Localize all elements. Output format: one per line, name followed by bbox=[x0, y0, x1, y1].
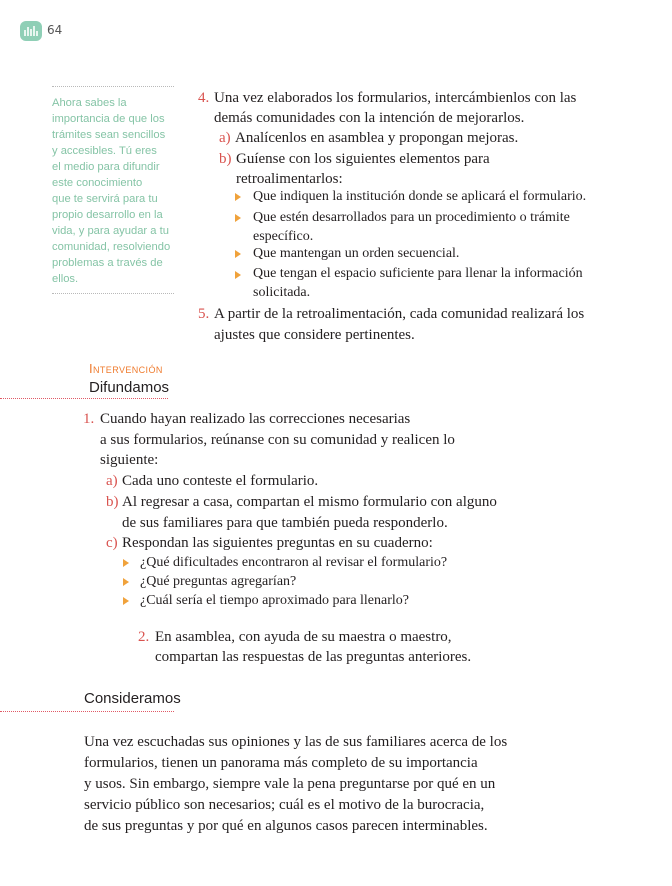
question-3: ¿Cuál sería el tiempo aproximado para llenarlo? bbox=[140, 593, 410, 608]
step-4-line-2: demás comunidades con la intención de mejorarlos. bbox=[214, 110, 525, 126]
int-1c-letter: c) bbox=[106, 535, 118, 551]
int-2-number: 2. bbox=[138, 629, 150, 645]
bullet-arrow-icon bbox=[235, 250, 241, 258]
int-1c-text: Respondan las siguientes preguntas en su cuaderno: bbox=[122, 535, 433, 551]
section-kicker-intervencion: Intervención bbox=[89, 361, 163, 376]
bullet-arrow-icon bbox=[235, 271, 241, 279]
step-4-line-1: Una vez elaborados los formularios, intercámbienlos con las bbox=[214, 90, 577, 106]
bullet-arrow-icon bbox=[123, 597, 129, 605]
question-1: ¿Qué dificultades encontraron al revisar el formulario? bbox=[140, 555, 448, 570]
sidebar-note-text: Ahora sabes la importancia de que los trámites sean sencillos y accesibles. Tú eres el medio para difundir este conocimiento que te servirá para tu propio desarrollo en la vida, y para ayudar a tu comunidad, resolviendo problemas a través de ellos. bbox=[52, 97, 171, 285]
step-4b-line-2: retroalimentarlos: bbox=[236, 171, 343, 187]
step-5-line-2: ajustes que considere pertinentes. bbox=[214, 327, 415, 343]
bullet-arrow-icon bbox=[235, 193, 241, 201]
consideramos-line-4: servicio público son necesarios; cuál es el motivo de la burocracia, bbox=[84, 797, 485, 813]
consideramos-line-1: Una vez escuchadas sus opiniones y las de sus familiares acerca de los bbox=[84, 734, 508, 750]
question-2: ¿Qué preguntas agregarían? bbox=[140, 574, 297, 589]
bullet-arrow-icon bbox=[123, 578, 129, 586]
int-1-number: 1. bbox=[83, 411, 95, 427]
bullet-1-line-1: Que indiquen la institución donde se aplicará el formulario. bbox=[253, 189, 587, 204]
bullet-3-line-1: Que mantengan un orden secuencial. bbox=[253, 246, 460, 261]
step-5-number: 5. bbox=[198, 306, 210, 322]
section-badge-icon bbox=[20, 21, 42, 41]
int-2-line-1: En asamblea, con ayuda de su maestra o maestro, bbox=[155, 629, 452, 645]
bullet-2-line-1: Que estén desarrollados para un procedimiento o trámite bbox=[253, 210, 570, 225]
section-divider bbox=[0, 398, 168, 399]
int-1-line-3: siguiente: bbox=[100, 452, 159, 468]
section-title-difundamos: Difundamos bbox=[89, 379, 170, 396]
bullet-arrow-icon bbox=[235, 214, 241, 222]
page-number: 64 bbox=[47, 23, 63, 37]
section-title-consideramos: Consideramos bbox=[84, 690, 181, 707]
int-1a-text: Cada uno conteste el formulario. bbox=[122, 473, 319, 489]
step-4a-text: Analícenlos en asamblea y propongan mejoras. bbox=[235, 130, 519, 146]
bullet-arrow-icon bbox=[123, 559, 129, 567]
bullet-4-line-1: Que tengan el espacio suficiente para llenar la información bbox=[253, 266, 583, 281]
bullet-4-line-2: solicitada. bbox=[253, 285, 311, 300]
consideramos-line-2: formularios, tienen un panorama más completo de su importancia bbox=[84, 755, 478, 771]
step-4b-letter: b) bbox=[219, 151, 232, 167]
sidebar-note bbox=[52, 86, 174, 294]
int-1-line-1: Cuando hayan realizado las correcciones necesarias bbox=[100, 411, 411, 427]
int-1b-letter: b) bbox=[106, 494, 119, 510]
step-5-line-1: A partir de la retroalimentación, cada comunidad realizará los bbox=[214, 306, 585, 322]
int-2-line-2: compartan las respuestas de las preguntas anteriores. bbox=[155, 649, 472, 665]
section-divider bbox=[0, 711, 174, 712]
bullet-2-line-2: específico. bbox=[253, 229, 314, 244]
step-4a-letter: a) bbox=[219, 130, 231, 146]
int-1a-letter: a) bbox=[106, 473, 118, 489]
int-1b-line-1: Al regresar a casa, compartan el mismo formulario con alguno bbox=[122, 494, 497, 510]
step-4-number: 4. bbox=[198, 90, 210, 106]
int-1-line-2: a sus formularios, reúnanse con su comunidad y realicen lo bbox=[100, 432, 455, 448]
consideramos-line-5: de sus preguntas y por qué en algunos casos parecen interminables. bbox=[84, 818, 488, 834]
step-4b-line-1: Guíense con los siguientes elementos para bbox=[236, 151, 490, 167]
int-1b-line-2: de sus familiares para que también pueda responderlo. bbox=[122, 515, 448, 531]
consideramos-line-3: y usos. Sin embargo, siempre vale la pena preguntarse por qué en un bbox=[84, 776, 496, 792]
